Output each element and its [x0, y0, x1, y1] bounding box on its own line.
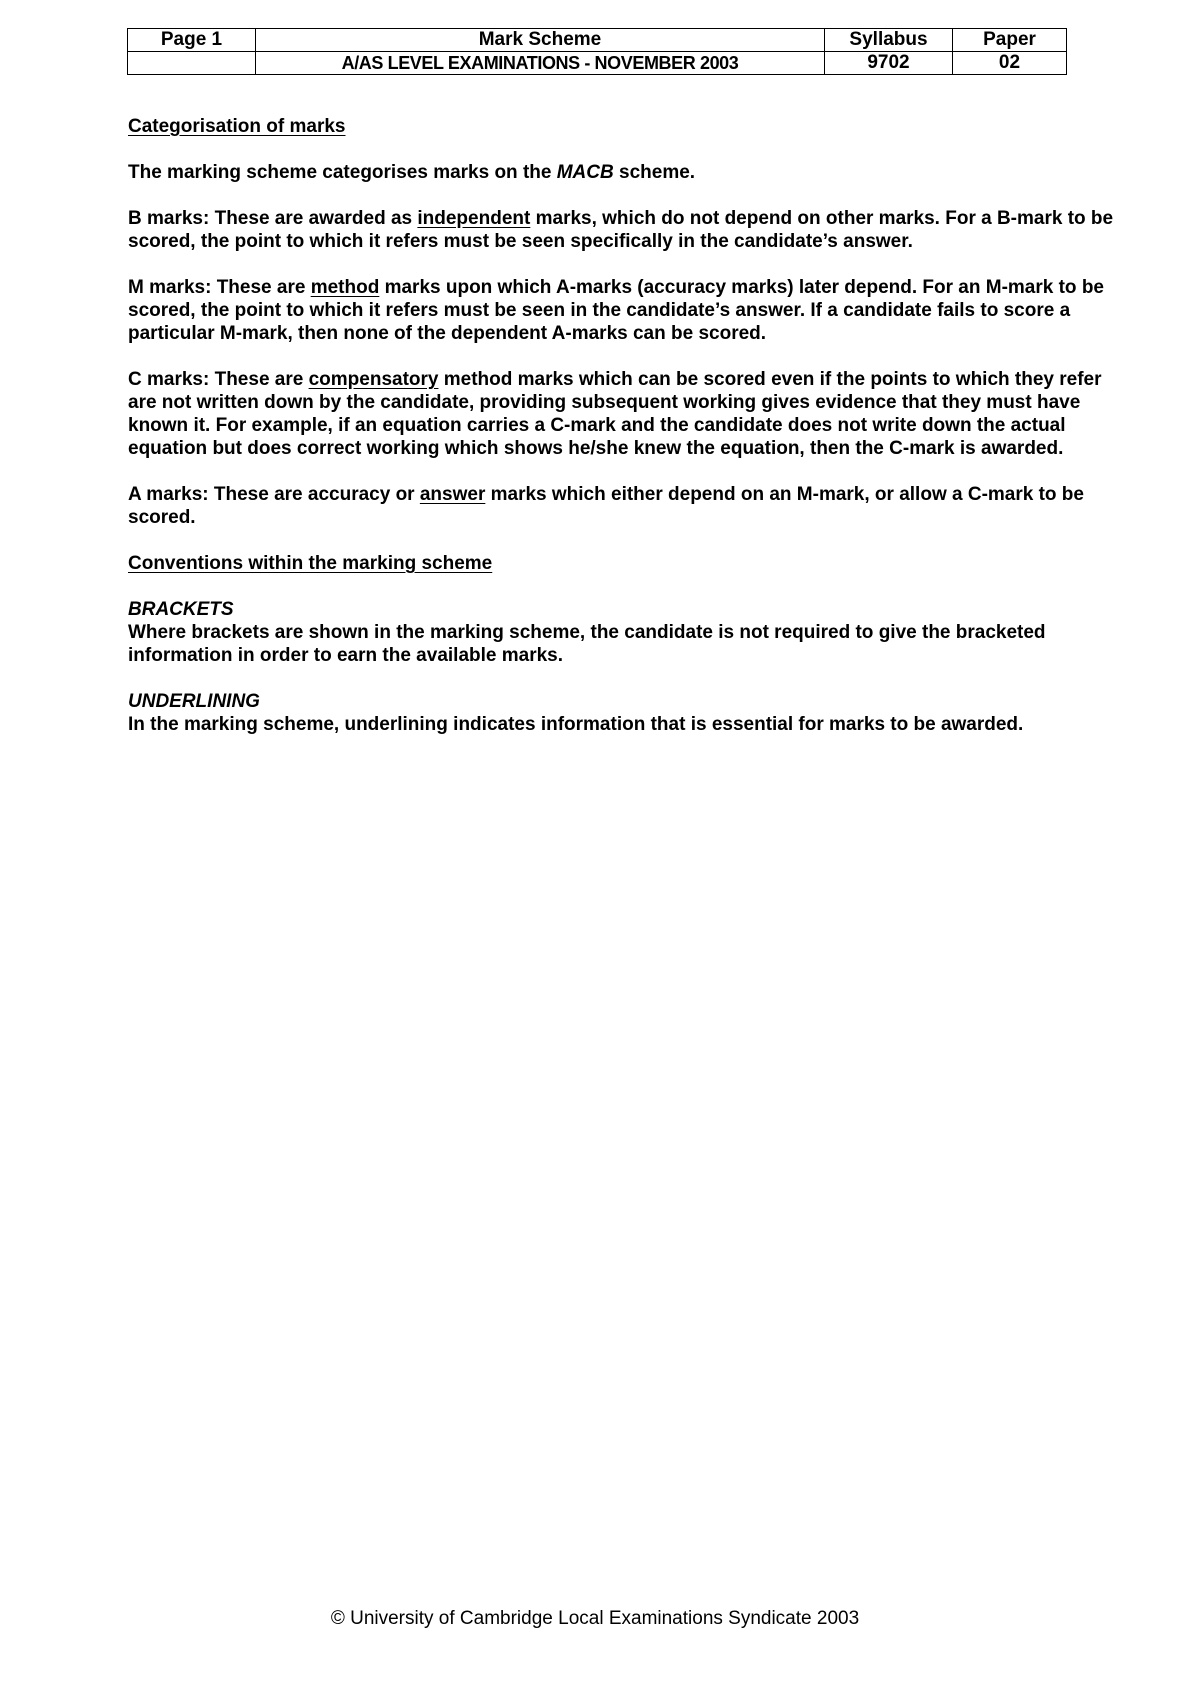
underlining-text: In the marking scheme, underlining indicates information that is essential for marks to be awarded. — [128, 714, 1024, 735]
brackets-text: Where brackets are shown in the marking scheme, the candidate is not required to give the bracketed information in order to earn the available marks. — [128, 622, 1046, 666]
a-marks-text-end: marks which either depend on an M-mark, or allow a C-mark to be scored. — [128, 484, 1084, 528]
c-marks-key-term: compensatory — [308, 369, 439, 390]
section-heading-conventions — [128, 552, 1118, 575]
copyright-footer: © University of Cambridge Local Examinations Syndicate 2003 — [330, 1608, 860, 1629]
c-marks-text: C marks: These are — [128, 369, 309, 390]
m-marks-text: M marks: These are — [128, 277, 311, 298]
m-marks-key-term: method — [310, 277, 380, 298]
syllabus-code: 9702 — [825, 52, 953, 75]
b-marks-text-end: marks, which do not depend on other marks. For a B-mark to be scored, the point to which it refers must be seen specifically in the candidate’s answer. — [128, 208, 1114, 252]
b-marks-text: B marks: These are awarded as — [128, 208, 418, 229]
intro-text-end: scheme. — [613, 162, 696, 183]
header-table — [127, 28, 1067, 75]
document-body — [128, 115, 1118, 759]
underlining-block — [128, 690, 1118, 736]
intro-paragraph — [128, 161, 1118, 184]
empty-cell — [128, 52, 256, 75]
header-title: Mark Scheme — [256, 29, 825, 52]
header-row-2 — [128, 52, 1067, 75]
c-marks-paragraph — [128, 368, 1118, 460]
underlining-title: UNDERLINING — [128, 691, 260, 712]
m-marks-text-end: marks upon which A-marks (accuracy marks) later depend. For an M-mark to be scored, the point to which it refers must be seen in the candidate’s answer. If a candidate fails to score a particular M-mark, then none of the dependent A-marks can be scored. — [128, 277, 1104, 344]
brackets-title: BRACKETS — [128, 599, 234, 620]
exam-title: A/AS LEVEL EXAMINATIONS - NOVEMBER 2003 — [256, 52, 825, 75]
a-marks-paragraph — [128, 483, 1118, 529]
header-row-1 — [128, 29, 1067, 52]
heading-text: Conventions within the marking scheme — [128, 553, 493, 574]
paper-label: Paper — [953, 29, 1067, 52]
section-heading-categorisation — [128, 115, 1118, 138]
paper-number: 02 — [953, 52, 1067, 75]
brackets-block — [128, 598, 1118, 667]
syllabus-label: Syllabus — [825, 29, 953, 52]
m-marks-paragraph — [128, 276, 1118, 345]
intro-emphasis: MACB — [556, 162, 614, 183]
a-marks-text: A marks: These are accuracy or — [128, 484, 420, 505]
b-marks-key-term: independent — [417, 208, 531, 229]
intro-text: The marking scheme categorises marks on the — [128, 162, 557, 183]
a-marks-key-term: answer — [419, 484, 486, 505]
heading-text: Categorisation of marks — [128, 116, 346, 137]
b-marks-paragraph — [128, 207, 1118, 253]
page-label: Page 1 — [128, 29, 256, 52]
c-marks-text-end: method marks which can be scored even if the points to which they refer are not written down by the candidate, providing subsequent working gives evidence that they must have known it. For example, if an equation carries a C-mark and the candidate does not write down the actual equation but does correct working which shows he/she knew the equation, then the C-mark is awarded. — [128, 369, 1102, 459]
